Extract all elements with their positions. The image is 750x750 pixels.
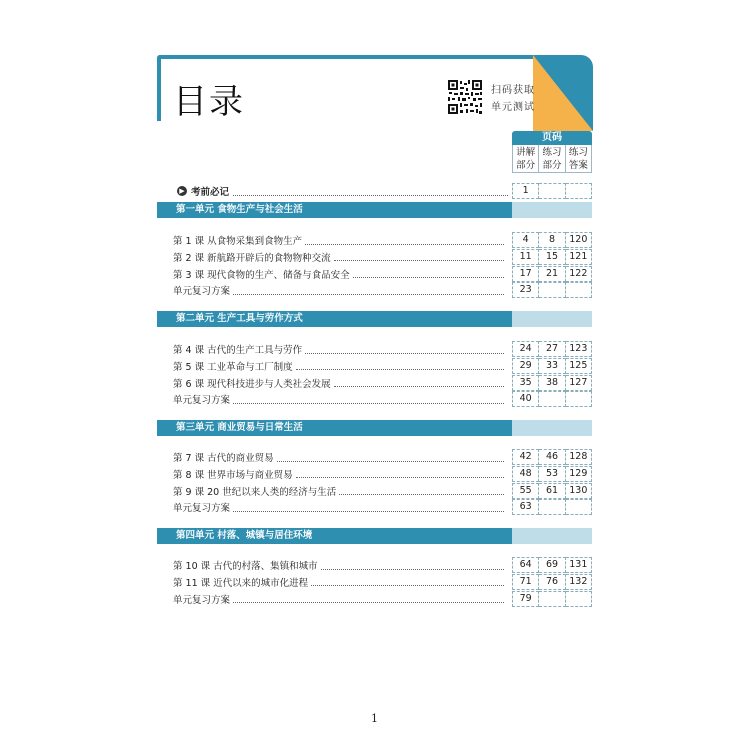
unit-title: 第一单元 食物生产与社会生活 bbox=[176, 204, 303, 215]
toc-entry[interactable] bbox=[173, 483, 508, 499]
header-frame-left bbox=[157, 55, 161, 121]
leader-dots bbox=[277, 453, 504, 462]
page-cells bbox=[512, 391, 592, 407]
page-cell: 131 bbox=[566, 557, 592, 573]
unit-header[interactable] bbox=[157, 528, 592, 544]
page-cell bbox=[539, 391, 565, 407]
toc-entry[interactable] bbox=[173, 499, 508, 515]
page-title: 目录 bbox=[173, 82, 245, 122]
page-cell: 11 bbox=[512, 249, 539, 265]
page-cell: 76 bbox=[539, 574, 565, 590]
page-cells bbox=[512, 375, 592, 391]
toc-entry-label: 第 1 课 从食物采集到食物生产 bbox=[173, 236, 303, 247]
leader-dots bbox=[334, 252, 504, 261]
leader-dots bbox=[311, 577, 504, 586]
page-cells bbox=[512, 557, 592, 573]
toc-entry[interactable] bbox=[173, 282, 508, 298]
page-number: 1 bbox=[371, 712, 378, 725]
col-practice-label: 练习 部分 bbox=[539, 145, 565, 173]
leader-dots bbox=[296, 361, 504, 370]
unit-title: 第二单元 生产工具与劳作方式 bbox=[176, 313, 303, 324]
toc-entry-label: 第 11 课 近代以来的城市化进程 bbox=[173, 577, 309, 589]
header-frame-top bbox=[157, 55, 569, 59]
page-cell: 120 bbox=[566, 232, 592, 248]
page-cell: 123 bbox=[566, 341, 592, 357]
prelim-label: 考前必记 bbox=[191, 187, 230, 198]
page-cell: 63 bbox=[512, 499, 539, 515]
page-cell: 38 bbox=[539, 375, 565, 391]
unit-page-band bbox=[512, 311, 592, 327]
unit-title: 第四单元 村落、城镇与居住环境 bbox=[176, 530, 313, 541]
leader-dots bbox=[339, 486, 504, 495]
page-cell bbox=[539, 591, 565, 607]
page-cell: 15 bbox=[539, 249, 565, 265]
toc-entry-label: 单元复习方案 bbox=[173, 286, 231, 298]
page-cells bbox=[512, 282, 592, 298]
page-cell: 128 bbox=[566, 449, 592, 465]
page-cells bbox=[512, 466, 592, 482]
page-cell: 127 bbox=[566, 375, 592, 391]
page-cells bbox=[512, 574, 592, 590]
page-cells bbox=[512, 249, 592, 265]
page-cell: 130 bbox=[566, 483, 592, 499]
page-cell: 48 bbox=[512, 466, 539, 482]
leader-dots bbox=[233, 187, 508, 196]
toc-entry[interactable] bbox=[173, 449, 508, 465]
page-cell bbox=[539, 183, 565, 199]
page-cell: 64 bbox=[512, 557, 539, 573]
toc-entry[interactable] bbox=[173, 391, 508, 407]
page-cell: 8 bbox=[539, 232, 565, 248]
unit-header[interactable] bbox=[157, 311, 592, 327]
unit-page-band bbox=[512, 420, 592, 436]
page-cell bbox=[566, 282, 592, 298]
page-cell: 53 bbox=[539, 466, 565, 482]
prelim-page-cells bbox=[512, 183, 592, 199]
toc-entry-label: 单元复习方案 bbox=[173, 503, 231, 515]
unit-header[interactable] bbox=[157, 420, 592, 436]
page-header-label: 页码 bbox=[512, 131, 592, 145]
page-cell: 21 bbox=[539, 266, 565, 282]
page-cell: 17 bbox=[512, 266, 539, 282]
page-cell: 35 bbox=[512, 375, 539, 391]
toc-entry[interactable] bbox=[173, 249, 508, 265]
qr-caption bbox=[491, 82, 535, 116]
corner-decoration bbox=[533, 55, 593, 131]
toc-entry-label: 单元复习方案 bbox=[173, 594, 231, 606]
toc-entry[interactable] bbox=[173, 341, 508, 357]
toc-entry[interactable] bbox=[173, 574, 508, 590]
leader-dots bbox=[305, 236, 504, 245]
play-arrow-icon: ▶ bbox=[177, 186, 187, 196]
page-cell: 79 bbox=[512, 591, 539, 607]
toc-entry-prelim[interactable] bbox=[177, 183, 512, 199]
toc-entry-label: 第 2 课 新航路开辟后的食物物种交流 bbox=[173, 252, 331, 264]
page-cells bbox=[512, 358, 592, 374]
page-cell: 46 bbox=[539, 449, 565, 465]
toc-entry-label: 第 6 课 现代科技进步与人类社会发展 bbox=[173, 378, 331, 390]
toc-entry[interactable] bbox=[173, 358, 508, 374]
leader-dots bbox=[233, 503, 504, 512]
leader-dots bbox=[305, 345, 504, 354]
page-cell: 4 bbox=[512, 232, 539, 248]
page-cell: 55 bbox=[512, 483, 539, 499]
toc-entry[interactable] bbox=[173, 232, 508, 248]
toc-entry[interactable] bbox=[173, 375, 508, 391]
toc-entry-label: 第 9 课 20 世纪以来人类的经济与生活 bbox=[173, 486, 337, 498]
page-cells bbox=[512, 591, 592, 607]
page-cell bbox=[566, 183, 592, 199]
page-cells bbox=[512, 266, 592, 282]
page-cell: 1 bbox=[512, 183, 539, 199]
page-cell: 61 bbox=[539, 483, 565, 499]
leader-dots bbox=[233, 594, 504, 603]
page-cell: 132 bbox=[566, 574, 592, 590]
page-cell bbox=[566, 499, 592, 515]
page-cell: 27 bbox=[539, 341, 565, 357]
col-answer-label: 练习 答案 bbox=[566, 145, 592, 173]
toc-entry-label: 第 4 课 古代的生产工具与劳作 bbox=[173, 345, 303, 356]
leader-dots bbox=[296, 469, 504, 478]
leader-dots bbox=[233, 395, 504, 404]
leader-dots bbox=[233, 286, 504, 295]
page-cells bbox=[512, 483, 592, 499]
toc-entry-label: 第 3 课 现代食物的生产、储备与食品安全 bbox=[173, 269, 350, 281]
toc-entry[interactable] bbox=[173, 591, 508, 607]
toc-entry-label: 第 7 课 古代的商业贸易 bbox=[173, 453, 274, 464]
page-cell: 23 bbox=[512, 282, 539, 298]
unit-page-band bbox=[512, 202, 592, 218]
page-cell: 69 bbox=[539, 557, 565, 573]
toc-entry-label: 第 10 课 古代的村落、集镇和城市 bbox=[173, 561, 318, 572]
page-cell: 129 bbox=[566, 466, 592, 482]
leader-dots bbox=[334, 378, 504, 387]
page-cell: 24 bbox=[512, 341, 539, 357]
qr-caption-line-2: 单元测试 bbox=[491, 102, 535, 113]
page-cells bbox=[512, 232, 592, 248]
page-cell bbox=[539, 499, 565, 515]
page-cell: 33 bbox=[539, 358, 565, 374]
page-cell bbox=[566, 591, 592, 607]
page-cell: 125 bbox=[566, 358, 592, 374]
qr-code-icon[interactable] bbox=[447, 79, 483, 115]
unit-page-band bbox=[512, 528, 592, 544]
leader-dots bbox=[321, 561, 504, 570]
page-cell bbox=[539, 282, 565, 298]
unit-header[interactable] bbox=[157, 202, 592, 218]
page-cell: 71 bbox=[512, 574, 539, 590]
page-cell: 121 bbox=[566, 249, 592, 265]
toc-entry[interactable] bbox=[173, 557, 508, 573]
col-lecture-label: 讲解 部分 bbox=[512, 145, 539, 173]
page-cell: 122 bbox=[566, 266, 592, 282]
unit-title: 第三单元 商业贸易与日常生活 bbox=[176, 422, 303, 433]
page-column-header bbox=[512, 131, 592, 173]
page-cells bbox=[512, 341, 592, 357]
leader-dots bbox=[353, 269, 504, 278]
page-cell: 29 bbox=[512, 358, 539, 374]
toc-entry-label: 单元复习方案 bbox=[173, 395, 231, 407]
toc-entry[interactable] bbox=[173, 466, 508, 482]
page-cell: 42 bbox=[512, 449, 539, 465]
toc-entry-label: 第 8 课 世界市场与商业贸易 bbox=[173, 469, 293, 481]
toc-entry-label: 第 5 课 工业革命与工厂制度 bbox=[173, 361, 293, 373]
page-cells bbox=[512, 499, 592, 515]
qr-caption-line-1: 扫码获取 bbox=[491, 85, 535, 96]
page-cell: 40 bbox=[512, 391, 539, 407]
page-cell bbox=[566, 391, 592, 407]
page-cells bbox=[512, 449, 592, 465]
toc-entry[interactable] bbox=[173, 266, 508, 282]
